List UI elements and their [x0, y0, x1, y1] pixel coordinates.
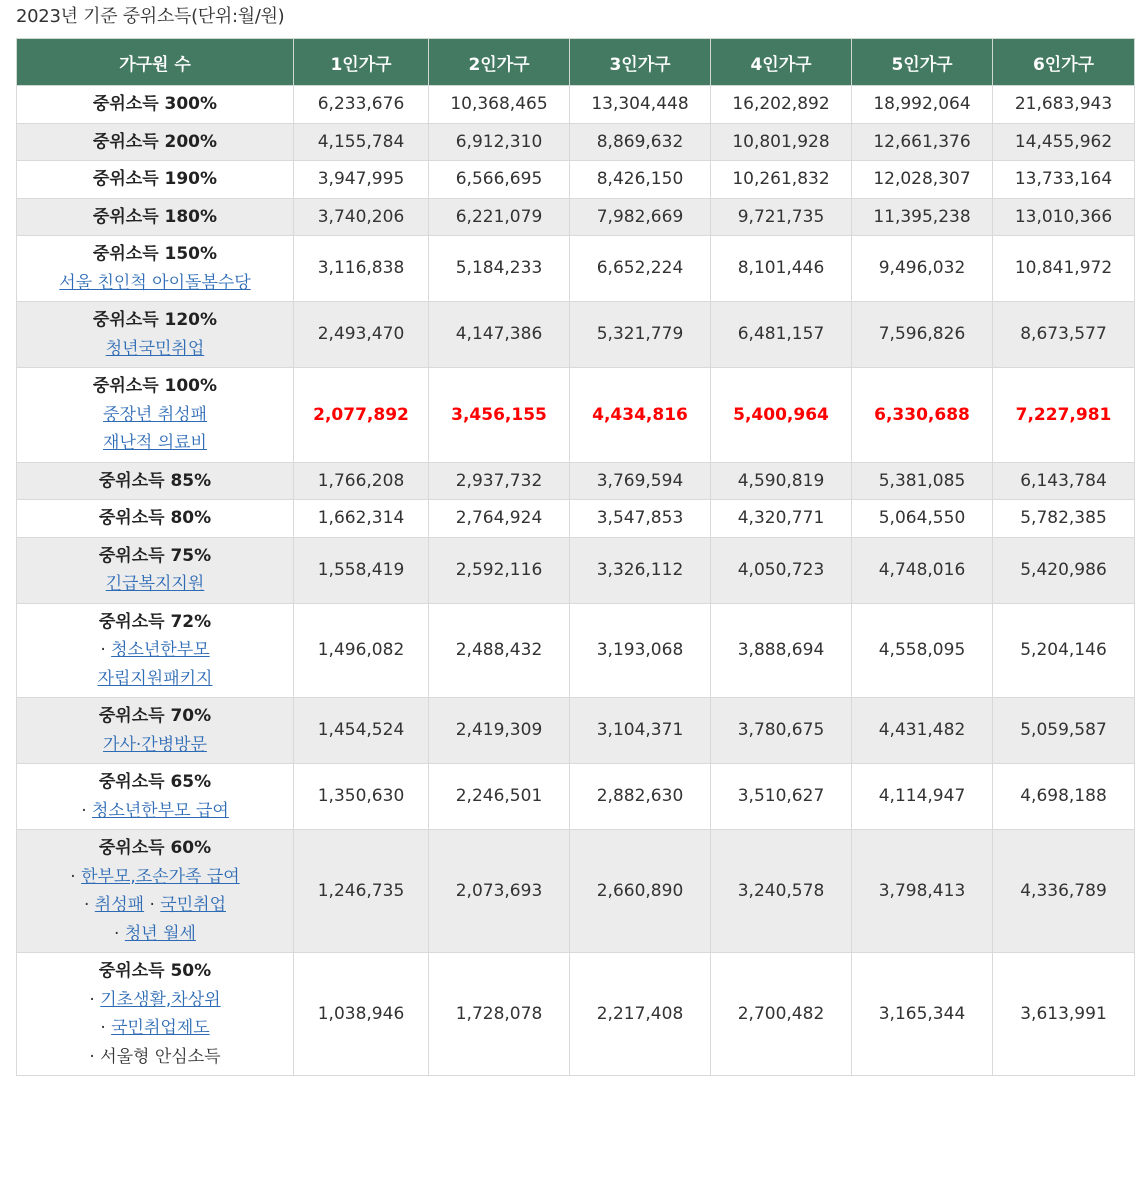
row-label: [17, 500, 294, 538]
table-row: [17, 500, 1135, 538]
table-row: [17, 236, 1135, 302]
value-cell: 16,202,892: [711, 86, 852, 124]
row-label-text: 중위소득 50%: [98, 961, 212, 981]
header-4p: 4인가구: [711, 39, 852, 86]
table-row: [17, 302, 1135, 368]
row-label-text: 중위소득 150%: [92, 244, 218, 264]
bullet: ·: [144, 895, 161, 915]
row-label: [17, 123, 294, 161]
value-cell: 1,246,735: [294, 830, 429, 953]
bullet: ·: [100, 640, 112, 660]
value-cell: 11,395,238: [852, 198, 993, 236]
value-cell: 12,028,307: [852, 161, 993, 199]
row-label-text: 중위소득 65%: [98, 772, 212, 792]
value-cell: 3,326,112: [570, 537, 711, 603]
value-cell: 13,304,448: [570, 86, 711, 124]
value-cell: 3,510,627: [711, 764, 852, 830]
value-cell: 3,547,853: [570, 500, 711, 538]
header-2p: 2인가구: [429, 39, 570, 86]
row-label: [17, 698, 294, 764]
value-cell: 14,455,962: [993, 123, 1135, 161]
value-cell: 2,937,732: [429, 462, 570, 500]
row-label: [17, 462, 294, 500]
table-row: [17, 368, 1135, 463]
value-cell: 2,217,408: [570, 953, 711, 1076]
value-cell: 4,590,819: [711, 462, 852, 500]
value-cell: 3,798,413: [852, 830, 993, 953]
row-label: [17, 953, 294, 1076]
header-household: 가구원 수: [17, 39, 294, 86]
program-link[interactable]: 재난적 의료비: [103, 433, 207, 453]
value-cell: 7,596,826: [852, 302, 993, 368]
value-cell: 4,558,095: [852, 603, 993, 698]
value-cell-highlight: 4,434,816: [570, 368, 711, 463]
bullet: ·: [81, 800, 93, 821]
value-cell-highlight: 3,456,155: [429, 368, 570, 463]
value-cell: 3,116,838: [294, 236, 429, 302]
value-cell: 3,165,344: [852, 953, 993, 1076]
program-text: · 서울형 안심소득: [89, 1046, 221, 1067]
value-cell-highlight: 7,227,981: [993, 368, 1135, 463]
bullet: ·: [83, 895, 95, 915]
row-label-text: 중위소득 85%: [98, 470, 212, 491]
program-link[interactable]: 중장년 취성패: [103, 404, 207, 425]
value-cell: 1,662,314: [294, 500, 429, 538]
table-row: [17, 86, 1135, 124]
program-link[interactable]: 서울 친인척 아이돌봄수당: [59, 272, 251, 293]
bullet: ·: [89, 989, 101, 1010]
program-link[interactable]: 기초생활,차상위: [100, 989, 221, 1010]
row-label-text: 중위소득 60%: [98, 838, 212, 858]
value-cell: 4,320,771: [711, 500, 852, 538]
value-cell: 2,488,432: [429, 603, 570, 698]
value-cell: 9,721,735: [711, 198, 852, 236]
median-income-table: [16, 38, 1135, 1076]
value-cell: 3,769,594: [570, 462, 711, 500]
row-label-text: 중위소득 75%: [98, 545, 212, 566]
value-cell: 1,496,082: [294, 603, 429, 698]
value-cell: 2,764,924: [429, 500, 570, 538]
table-row: [17, 537, 1135, 603]
row-label-text: 중위소득 100%: [92, 376, 218, 396]
header-6p: 6인가구: [993, 39, 1135, 86]
value-cell: 5,420,986: [993, 537, 1135, 603]
value-cell: 2,493,470: [294, 302, 429, 368]
value-cell: 3,888,694: [711, 603, 852, 698]
value-cell: 1,766,208: [294, 462, 429, 500]
value-cell: 8,869,632: [570, 123, 711, 161]
value-cell: 13,010,366: [993, 198, 1135, 236]
row-label-text: 중위소득 180%: [92, 206, 218, 227]
table-row: [17, 198, 1135, 236]
value-cell: 3,780,675: [711, 698, 852, 764]
value-cell: 1,454,524: [294, 698, 429, 764]
value-cell: 6,143,784: [993, 462, 1135, 500]
table-row: [17, 764, 1135, 830]
row-label-text: 중위소득 190%: [92, 169, 218, 189]
table-row: [17, 123, 1135, 161]
value-cell: 4,114,947: [852, 764, 993, 830]
program-link[interactable]: 청소년한부모 급여: [92, 800, 229, 821]
value-cell: 13,733,164: [993, 161, 1135, 199]
value-cell: 10,801,928: [711, 123, 852, 161]
value-cell-highlight: 2,077,892: [294, 368, 429, 463]
value-cell: 5,064,550: [852, 500, 993, 538]
header-1p: 1인가구: [294, 39, 429, 86]
value-cell: 4,698,188: [993, 764, 1135, 830]
row-label: [17, 198, 294, 236]
value-cell: 6,566,695: [429, 161, 570, 199]
value-cell: 8,101,446: [711, 236, 852, 302]
value-cell: 4,050,723: [711, 537, 852, 603]
value-cell: 3,193,068: [570, 603, 711, 698]
program-link[interactable]: 국민취업: [160, 895, 226, 915]
row-label: [17, 161, 294, 199]
value-cell: 6,233,676: [294, 86, 429, 124]
row-label: [17, 236, 294, 302]
row-label-text: 중위소득 120%: [92, 310, 218, 330]
header-row: [17, 39, 1135, 86]
value-cell: 10,368,465: [429, 86, 570, 124]
value-cell: 3,740,206: [294, 198, 429, 236]
value-cell: 1,038,946: [294, 953, 429, 1076]
value-cell: 12,661,376: [852, 123, 993, 161]
row-label: [17, 830, 294, 953]
value-cell: 3,240,578: [711, 830, 852, 953]
value-cell: 2,700,482: [711, 953, 852, 1076]
row-label: [17, 368, 294, 463]
value-cell: 1,728,078: [429, 953, 570, 1076]
value-cell: 2,419,309: [429, 698, 570, 764]
row-label: [17, 764, 294, 830]
value-cell: 2,882,630: [570, 764, 711, 830]
value-cell: 21,683,943: [993, 86, 1135, 124]
value-cell: 5,321,779: [570, 302, 711, 368]
value-cell: 1,558,419: [294, 537, 429, 603]
value-cell: 4,155,784: [294, 123, 429, 161]
value-cell: 8,426,150: [570, 161, 711, 199]
program-link[interactable]: 청년국민취업: [105, 338, 205, 359]
value-cell: 4,336,789: [993, 830, 1135, 953]
table-row: [17, 830, 1135, 953]
value-cell: 5,782,385: [993, 500, 1135, 538]
value-cell: 1,350,630: [294, 764, 429, 830]
value-cell: 3,947,995: [294, 161, 429, 199]
value-cell: 5,381,085: [852, 462, 993, 500]
program-link[interactable]: 청소년한부모: [111, 640, 210, 660]
table-row: [17, 462, 1135, 500]
bullet: ·: [70, 866, 82, 887]
header-5p: 5인가구: [852, 39, 993, 86]
value-cell: 9,496,032: [852, 236, 993, 302]
program-link[interactable]: 취성패: [94, 895, 145, 915]
table-title: 2023년 기준 중위소득(단위:월/원): [16, 6, 285, 27]
row-label: [17, 603, 294, 698]
value-cell: 2,660,890: [570, 830, 711, 953]
program-link[interactable]: 청년 월세: [124, 923, 196, 944]
program-link[interactable]: 한부모,조손가족 급여: [81, 866, 240, 887]
value-cell: 10,841,972: [993, 236, 1135, 302]
value-cell: 5,059,587: [993, 698, 1135, 764]
table-row: [17, 698, 1135, 764]
row-label-text: 중위소득 80%: [98, 508, 212, 528]
value-cell: 4,748,016: [852, 537, 993, 603]
row-label: [17, 86, 294, 124]
bullet: ·: [100, 1018, 112, 1038]
table-row: [17, 953, 1135, 1076]
table-row: [17, 603, 1135, 698]
value-cell: 2,246,501: [429, 764, 570, 830]
row-label-text: 중위소득 70%: [98, 706, 212, 726]
value-cell: 2,073,693: [429, 830, 570, 953]
program-link[interactable]: 가사·간병방문: [103, 734, 207, 755]
value-cell: 3,613,991: [993, 953, 1135, 1076]
value-cell: 5,184,233: [429, 236, 570, 302]
row-label-text: 중위소득 72%: [98, 611, 212, 632]
value-cell: 4,147,386: [429, 302, 570, 368]
value-cell: 2,592,116: [429, 537, 570, 603]
table-row: [17, 161, 1135, 199]
row-label-text: 중위소득 200%: [92, 131, 218, 152]
value-cell: 7,982,669: [570, 198, 711, 236]
row-label-text: 중위소득 300%: [92, 94, 218, 114]
value-cell: 4,431,482: [852, 698, 993, 764]
program-link[interactable]: 자립지원패키지: [97, 668, 213, 689]
value-cell: 8,673,577: [993, 302, 1135, 368]
value-cell: 10,261,832: [711, 161, 852, 199]
value-cell: 6,481,157: [711, 302, 852, 368]
row-label: [17, 537, 294, 603]
program-link[interactable]: 국민취업제도: [111, 1018, 210, 1038]
value-cell: 18,992,064: [852, 86, 993, 124]
value-cell: 3,104,371: [570, 698, 711, 764]
value-cell: 6,652,224: [570, 236, 711, 302]
row-label: [17, 302, 294, 368]
header-3p: 3인가구: [570, 39, 711, 86]
value-cell-highlight: 5,400,964: [711, 368, 852, 463]
value-cell: 5,204,146: [993, 603, 1135, 698]
value-cell: 6,912,310: [429, 123, 570, 161]
value-cell-highlight: 6,330,688: [852, 368, 993, 463]
bullet: ·: [114, 923, 125, 944]
value-cell: 6,221,079: [429, 198, 570, 236]
program-link[interactable]: 긴급복지지원: [105, 574, 205, 594]
